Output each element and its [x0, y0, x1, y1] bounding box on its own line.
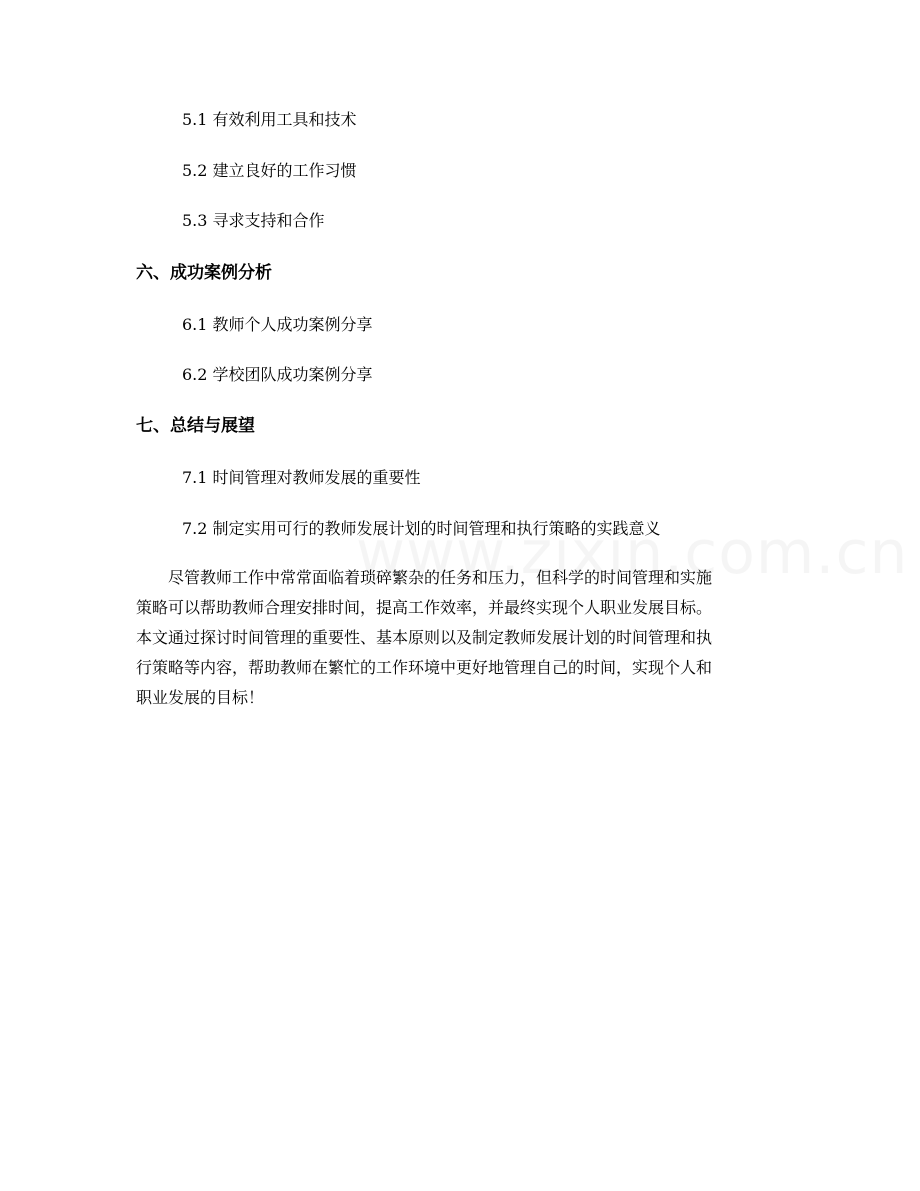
conclusion-line: 本文通过探讨时间管理的重要性、基本原则以及制定教师发展计划的时间管理和执: [136, 628, 713, 647]
list-item-6-2: 6.2 学校团队成功案例分享: [182, 365, 373, 384]
section-heading-7: 七、总结与展望: [136, 416, 255, 436]
conclusion-line: 策略可以帮助教师合理安排时间，提高工作效率，并最终实现个人职业发展目标。: [136, 598, 713, 617]
list-item-5-3: 5.3 寻求支持和合作: [182, 211, 325, 230]
conclusion-line: 职业发展的目标！: [136, 688, 265, 707]
section-heading-6: 六、成功案例分析: [136, 263, 272, 283]
list-item-7-2: 7.2 制定实用可行的教师发展计划的时间管理和执行策略的实践意义: [182, 519, 661, 538]
list-item-7-1: 7.1 时间管理对教师发展的重要性: [182, 468, 421, 487]
list-item-6-1: 6.1 教师个人成功案例分享: [182, 315, 373, 334]
conclusion-paragraph: [136, 563, 790, 713]
conclusion-line: 行策略等内容，帮助教师在繁忙的工作环境中更好地管理自己的时间，实现个人和: [136, 658, 713, 677]
conclusion-line: 尽管教师工作中常常面临着琐碎繁杂的任务和压力，但科学的时间管理和实施: [168, 568, 713, 587]
list-item-5-2: 5.2 建立良好的工作习惯: [182, 161, 357, 180]
list-item-5-1: 5.1 有效利用工具和技术: [182, 110, 357, 129]
